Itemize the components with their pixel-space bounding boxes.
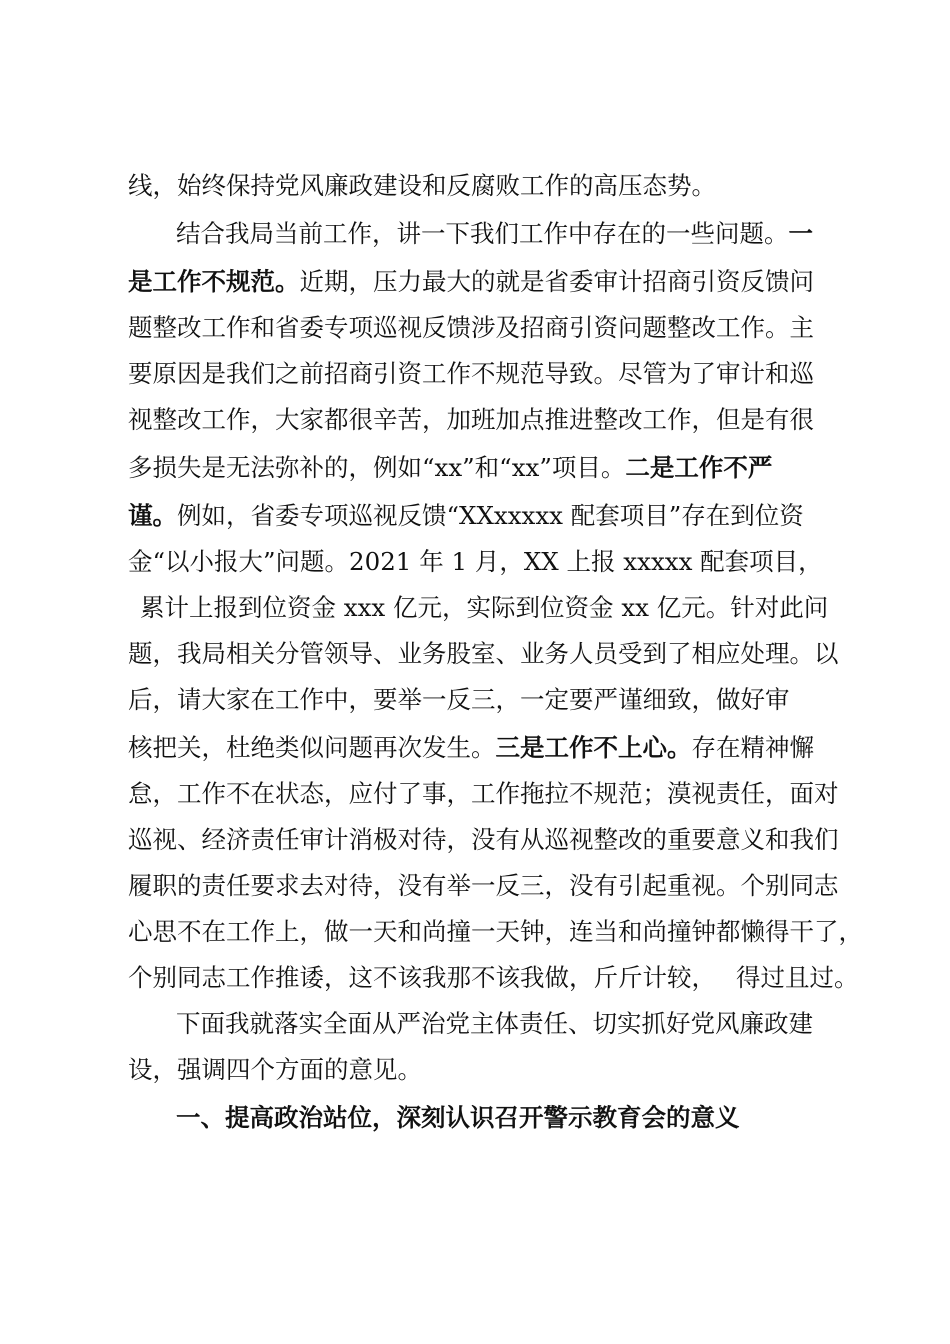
text-run: 金“以小报大”问题。2021 年 1 月，XX 上报 xxxxx 配套项目，: [128, 547, 823, 576]
paragraph-line: [128, 916, 863, 948]
text-run: 履职的责任要求去对待，没有举一反三，没有引起重视。个别同志: [128, 871, 839, 900]
bold-text-run: 三是工作不上心。: [495, 733, 692, 762]
text-run: 核把关，杜绝类似问题再次发生。: [128, 733, 496, 762]
text-run: 设，强调四个方面的意见。: [128, 1055, 422, 1084]
section-heading: [176, 1102, 876, 1134]
bold-text-run: 一: [788, 219, 813, 248]
text-run: 下面我就落实全面从严治党主体责任、切实抓好党风廉政建: [176, 1009, 813, 1038]
bold-text-run: 谨。: [128, 501, 177, 530]
text-run: 线，始终保持党风廉政建设和反腐败工作的高压态势。: [128, 171, 716, 200]
text-run: 例如，省委专项巡视反馈“XXxxxxx 配套项目”存在到位资: [177, 501, 804, 530]
paragraph-line: [128, 684, 828, 716]
text-run: 怠，工作不在状态，应付了事，工作拖拉不规范；漠视责任，面对: [128, 779, 839, 808]
text-run: 结合我局当前工作，讲一下我们工作中存在的一些问题。: [176, 219, 789, 248]
paragraph-line: [128, 732, 828, 764]
paragraph-line: [128, 778, 839, 810]
paragraph-line: [128, 170, 828, 202]
paragraph-line: [128, 452, 828, 484]
paragraph-line: [128, 1054, 828, 1086]
paragraph-line: [128, 870, 839, 902]
text-run: 近期，压力最大的就是省委审计招商引资反馈问: [299, 267, 814, 296]
text-run: 存在精神懈: [691, 733, 814, 762]
bold-text-run: 是工作不规范。: [128, 267, 300, 296]
paragraph-line: [128, 266, 828, 298]
bold-text-run: 二是工作不严: [625, 453, 773, 482]
text-run: 题整改工作和省委专项巡视反馈涉及招商引资问题整改工作。主: [128, 313, 814, 342]
text-run: 要原因是我们之前招商引资工作不规范导致。尽管为了审计和巡: [128, 359, 814, 388]
paragraph-line: [128, 404, 828, 436]
paragraph-line: [128, 638, 839, 670]
text-run: 视整改工作，大家都很辛苦，加班加点推进整改工作，但是有很: [128, 405, 814, 434]
text-run: 巡视、经济责任审计消极对待，没有从巡视整改的重要意义和我们: [128, 825, 839, 854]
paragraph-line: [128, 546, 828, 578]
paragraph-line: [128, 824, 839, 856]
text-run: 后，请大家在工作中，要举一反三，一定要严谨细致，做好审: [128, 685, 790, 714]
text-run: 得过且过。: [736, 963, 859, 992]
heading-text: 一、提高政治站位，深刻认识召开警示教育会的意义: [176, 1103, 740, 1132]
paragraph-line: [140, 592, 840, 624]
paragraph-line: [128, 962, 859, 994]
paragraph-line: [176, 218, 876, 250]
text-run: 心思不在工作上，做一天和尚撞一天钟，连当和尚撞钟都懒得干了，: [128, 917, 863, 946]
text-run: 题，我局相关分管领导、业务股室、业务人员受到了相应处理。以: [128, 639, 839, 668]
paragraph-line: [128, 358, 828, 390]
paragraph-line: [128, 312, 828, 344]
text-run: 个别同志工作推诿，这不该我那不该我做，斤斤计较，: [128, 963, 716, 992]
paragraph-line: [128, 500, 828, 532]
text-run: 累计上报到位资金 xxx 亿元，实际到位资金 xx 亿元。针对此问: [140, 593, 829, 622]
text-run: 多损失是无法弥补的，例如“xx”和“xx”项目。: [128, 453, 626, 482]
paragraph-line: [176, 1008, 876, 1040]
